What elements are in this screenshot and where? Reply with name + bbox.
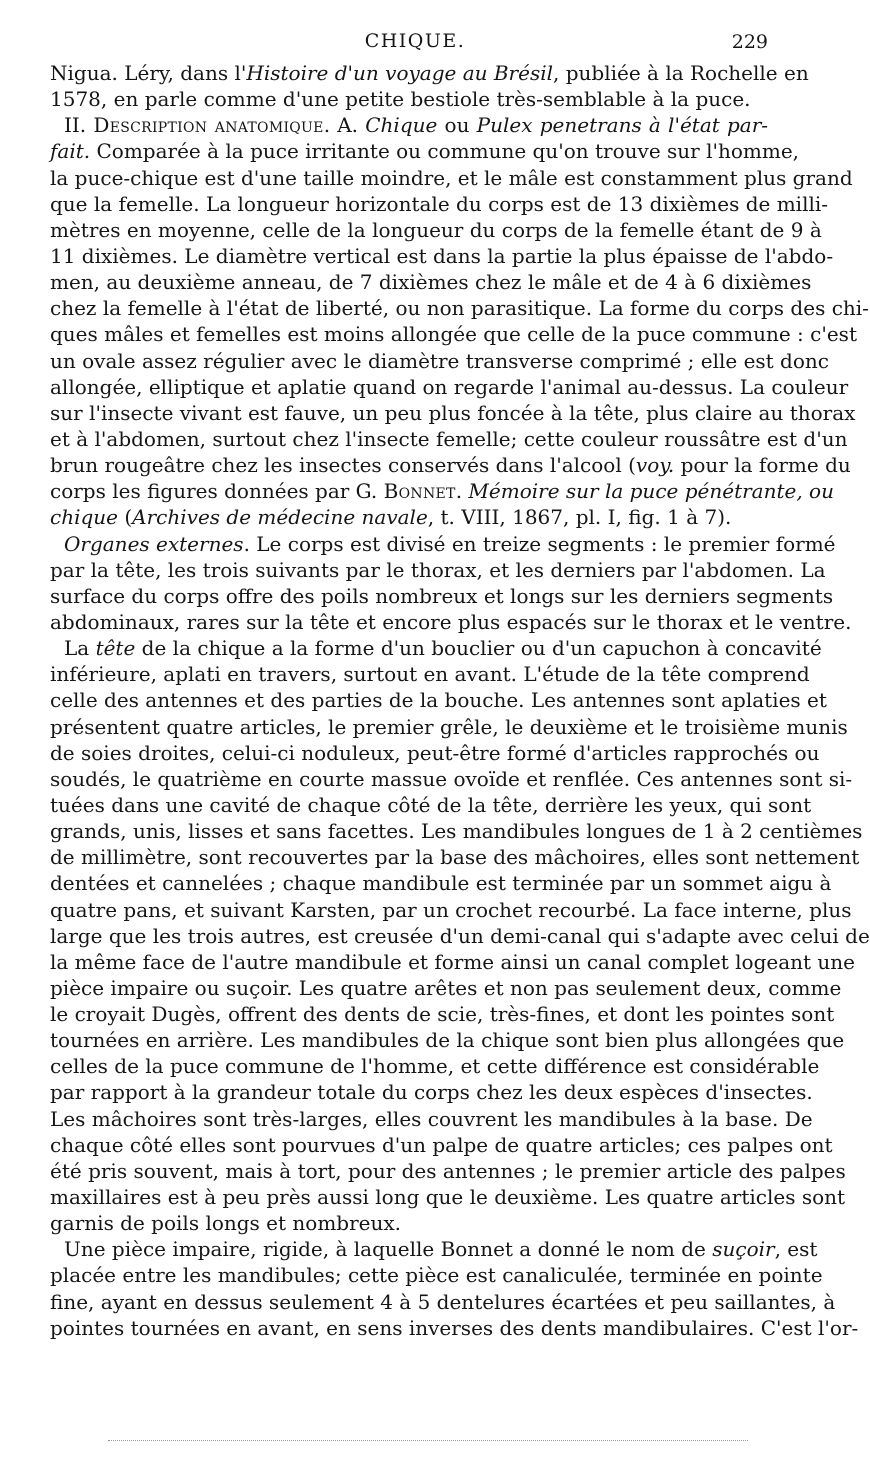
text-line: [50, 478, 834, 504]
italic-text: Pulex penetrans à l'état par-: [476, 113, 769, 138]
text-line: [50, 452, 851, 478]
text-run: tournées en arrière. Les mandibules de la chique sont bien plus allongées que: [50, 1028, 845, 1053]
text-run: tuées dans une cavité de chaque côté de la tête, derrière les yeux, qui sont: [50, 792, 812, 817]
text-run: , publiée à la Rochelle en: [553, 61, 809, 85]
text-run: de soies droites, celui-ci noduleux, peut-être formé d'articles rapprochés ou: [50, 740, 820, 765]
text-line: [50, 714, 848, 740]
running-title: CHIQUE.: [364, 30, 466, 52]
text-line: [50, 949, 856, 975]
text-line: [50, 609, 852, 635]
italic-text: chique: [50, 505, 118, 530]
text-line: [50, 661, 810, 687]
text-line: [50, 426, 848, 452]
text-line: [50, 1315, 859, 1341]
text-line: [50, 60, 809, 86]
text-run: II.: [64, 113, 94, 138]
text-line: [50, 1289, 836, 1315]
italic-text: fait.: [50, 139, 91, 164]
italic-text: Chique: [365, 113, 438, 138]
text-run: par rapport à la grandeur totale du corps chez les deux espèces d'insectes.: [50, 1080, 813, 1105]
text-line: [50, 86, 768, 112]
italic-text: tête: [95, 636, 136, 661]
text-run: de la chique a la forme d'un bouclier ou d'un capuchon à concavité: [135, 636, 822, 661]
text-line: [50, 295, 869, 321]
text-run: pour la forme du: [674, 453, 851, 478]
text-run: surface du corps offre des poils nombreux et longs sur les derniers segments: [50, 583, 834, 608]
text-run: placée entre les mandibules; cette pièce est canaliculée, terminée en pointe: [50, 1263, 823, 1288]
text-line: [50, 583, 834, 609]
text-run: abdominaux, rares sur la tête et encore plus espacés sur le thorax et le ventre.: [50, 609, 852, 634]
text-line: [50, 531, 836, 557]
text-line: [50, 400, 856, 426]
text-line: [50, 269, 812, 295]
text-line: [50, 1262, 823, 1288]
text-line: [50, 348, 829, 374]
text-line: [50, 191, 829, 217]
text-line: [50, 112, 768, 138]
text-line: [50, 1001, 835, 1027]
text-line: [50, 138, 800, 164]
text-run: La: [64, 636, 96, 661]
text-run: été pris souvent, mais à tort, pour des antennes ; le premier article des palpes: [50, 1158, 846, 1183]
text-run: la puce-chique est d'une taille moindre, et le mâle est constamment plus grand: [50, 165, 853, 190]
text-run: . Le corps est divisé en treize segments : le premier formé: [243, 531, 836, 556]
italic-text: Mémoire sur la puce pénétrante, ou: [468, 479, 834, 504]
text-line: [50, 1210, 768, 1236]
text-run: ques mâles et femelles est moins allongée que celle de la puce commune : c'est: [50, 322, 857, 347]
text-run: de millimètre, sont recouvertes par la base des mâchoires, elles sont nettement: [50, 845, 860, 870]
text-run: mètres en moyenne, celle de la longueur du corps de la femelle étant de 9 à: [50, 217, 822, 242]
text-run: ou: [437, 113, 477, 138]
text-run: 11 dixièmes. Le diamètre vertical est dans la partie la plus épaisse de l'abdo-: [50, 243, 834, 268]
italic-text: Archives de médecine navale: [132, 505, 428, 530]
text-line: [50, 687, 827, 713]
small-caps-text: Description anatomique: [93, 113, 324, 138]
text-run: soudés, le quatrième en courte massue ovoïde et renflée. Ces antennes sont si-: [50, 766, 853, 791]
text-run: Nigua. Léry, dans l': [50, 61, 247, 85]
text-line: [50, 635, 822, 661]
text-line: [50, 1132, 833, 1158]
small-caps-text: Bonnet: [383, 479, 456, 504]
text-run: pièce impaire ou suçoir. Les quatre arêtes et non pas seulement deux, comme: [50, 975, 842, 1000]
text-run: que la femelle. La longueur horizontale du corps est de 13 dixièmes de milli-: [50, 191, 829, 216]
text-run: Les mâchoires sont très-larges, elles couvrent les mandibules à la base. De: [50, 1106, 813, 1131]
text-line: [50, 766, 853, 792]
body-text: [50, 60, 870, 1341]
text-line: [50, 818, 863, 844]
text-line: [50, 1079, 813, 1105]
text-run: 1578, en parle comme d'une petite bestiole très-semblable à la puce.: [50, 87, 751, 112]
text-line: [50, 870, 832, 896]
text-line: [50, 217, 822, 243]
text-line: [50, 243, 834, 269]
text-run: par la tête, les trois suivants par le thorax, et les derniers par l'abdomen. La: [50, 557, 826, 582]
footer-rule: [108, 1440, 748, 1441]
text-run: , t. VIII, 1867, pl. I, fig. 1 à 7).: [427, 505, 732, 530]
text-line: [50, 557, 826, 583]
text-line: [50, 740, 820, 766]
text-run: brun rougeâtre chez les insectes conservés dans l'alcool (: [50, 453, 636, 478]
text-run: (: [118, 505, 133, 530]
text-line: [50, 1027, 845, 1053]
italic-text: Histoire d'un voyage au Brésil: [246, 61, 554, 85]
text-run: Une pièce impaire, rigide, à laquelle Bonnet a donné le nom de: [64, 1237, 713, 1262]
text-line: [50, 374, 849, 400]
text-run: inférieure, aplati en travers, surtout en avant. L'étude de la tête comprend: [50, 662, 810, 687]
text-run: garnis de poils longs et nombreux.: [50, 1211, 402, 1236]
text-line: [50, 1053, 820, 1079]
text-run: dentées et cannelées ; chaque mandibule est terminée par un sommet aigu à: [50, 871, 832, 896]
text-run: corps les figures données par G.: [50, 479, 384, 504]
text-line: [50, 975, 842, 1001]
text-run: pointes tournées en avant, en sens inverses des dents mandibulaires. C'est l'or-: [50, 1315, 859, 1340]
text-line: [50, 897, 852, 923]
text-run: maxillaires est à peu près aussi long que le deuxième. Les quatre articles sont: [50, 1185, 846, 1210]
text-run: quatre pans, et suivant Karsten, par un crochet recourbé. La face interne, plus: [50, 897, 852, 922]
text-run: la même face de l'autre mandibule et forme ainsi un canal complet logeant une: [50, 949, 856, 974]
italic-text: voy.: [635, 453, 675, 478]
text-line: [50, 1184, 846, 1210]
text-run: présentent quatre articles, le premier grêle, le deuxième et le troisième munis: [50, 714, 848, 739]
text-line: [50, 923, 870, 949]
text-run: , est: [774, 1237, 818, 1262]
text-run: chaque côté elles sont pourvues d'un palpe de quatre articles; ces palpes ont: [50, 1132, 833, 1157]
text-run: large que les trois autres, est creusée d'un demi-canal qui s'adapte avec celui de: [50, 923, 870, 948]
text-run: chez la femelle à l'état de liberté, ou non parasitique. La forme du corps des chi-: [50, 296, 869, 321]
text-line: [50, 1236, 818, 1262]
text-run: fine, ayant en dessus seulement 4 à 5 dentelures écartées et peu saillantes, à: [50, 1289, 836, 1314]
text-run: le croyait Dugès, offrent des dents de scie, très-fines, et dont les pointes sont: [50, 1002, 835, 1027]
page-number: 229: [731, 31, 768, 53]
text-run: celles de la puce commune de l'homme, et cette différence est considérable: [50, 1054, 820, 1079]
text-line: [50, 1106, 813, 1132]
text-line: [50, 844, 860, 870]
italic-text: Organes externes: [64, 531, 244, 556]
text-run: et à l'abdomen, surtout chez l'insecte femelle; cette couleur roussâtre est d'un: [50, 426, 848, 451]
text-run: sur l'insecte vivant est fauve, un peu plus foncée à la tête, plus claire au thorax: [50, 400, 856, 425]
text-line: [50, 1158, 846, 1184]
text-line: [50, 321, 857, 347]
running-header: [62, 30, 768, 56]
text-line: [50, 792, 812, 818]
text-run: .: [455, 479, 469, 504]
text-run: allongée, elliptique et aplatie quand on regarde l'animal au-dessus. La couleur: [50, 374, 849, 399]
text-run: grands, unis, lisses et sans facettes. Les mandibules longues de 1 à 2 centièmes: [50, 819, 863, 844]
text-run: un ovale assez régulier avec le diamètre transverse comprimé ; elle est donc: [50, 348, 829, 373]
text-line: [50, 504, 768, 530]
text-run: celle des antennes et des parties de la bouche. Les antennes sont aplaties et: [50, 688, 827, 713]
italic-text: suçoir: [712, 1237, 775, 1262]
text-line: [50, 165, 853, 191]
text-run: men, au deuxième anneau, de 7 dixièmes chez le mâle et de 4 à 6 dixièmes: [50, 270, 812, 295]
text-run: Comparée à la puce irritante ou commune qu'on trouve sur l'homme,: [90, 139, 800, 164]
text-run: . A.: [323, 113, 366, 138]
